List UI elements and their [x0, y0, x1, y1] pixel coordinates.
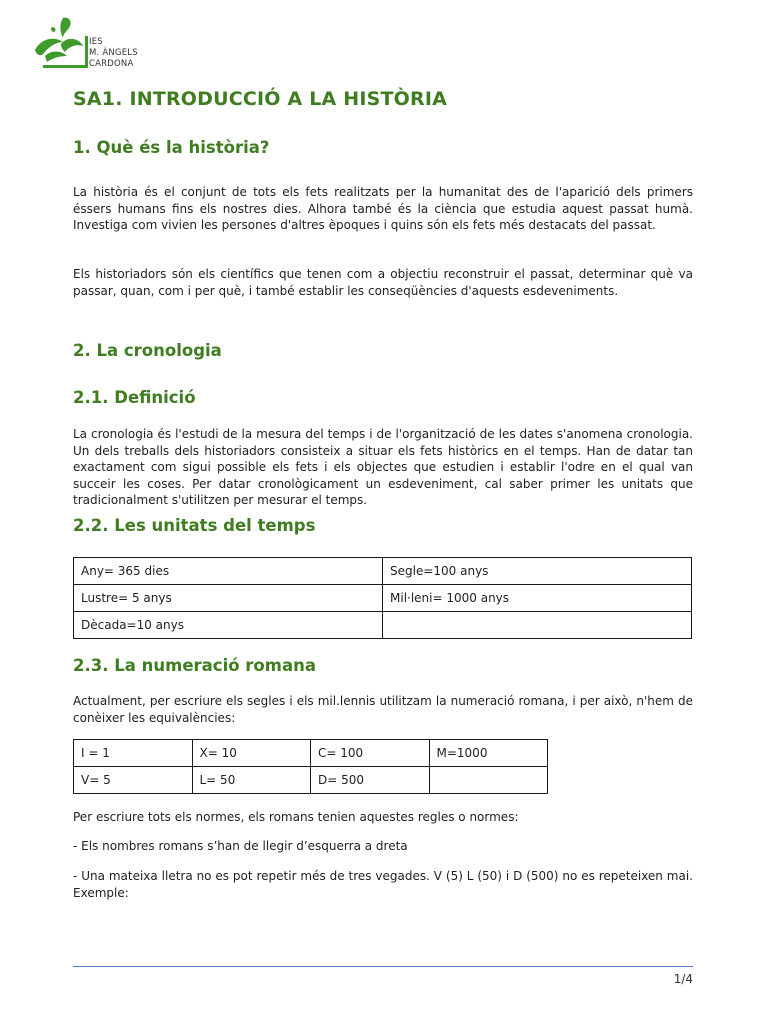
school-name: [89, 37, 138, 70]
section-1-heading: 1. Què és la història?: [73, 138, 270, 157]
section-2-3-paragraph-1: Actualment, per escriure els segles i els mil.lennis utilitzam la numeració romana, i per això, n'hem de conèixer les equivalències:: [73, 694, 693, 725]
footer-rule: [73, 966, 693, 967]
table-cell: X= 10: [192, 740, 311, 767]
table-cell: Lustre= 5 anys: [74, 585, 383, 612]
table-cell: Segle=100 anys: [383, 558, 692, 585]
section-1-paragraph-1: La història és el conjunt de tots els fets realitzats per la humanitat des de l'aparició dels primers éssers humans fins els nostres dies. Alhora també és la ciència que estudia aquest passat humà. Investiga com vivien les persones d'altres èpoques i quins són els fets més destacats del passat.: [73, 185, 693, 232]
section-2-1-paragraph: La cronologia és l'estudi de la mesura del temps i de l'organització de les dates s'anomena cronologia. Un dels treballs dels historiadors consisteix a situar els fets històrics en el temps. Han de datar tan exactament com sigui possible els fets i els objectes que estudien i establir l'odre en el qual van succeir les coses. Per datar cronològicament un esdeveniment, cal saber primer les unitats que tradicionalment s'utilitzen per mesurar el temps.: [73, 427, 693, 507]
table-row: [74, 585, 692, 612]
section-2-1-heading: 2.1. Definició: [73, 388, 196, 407]
section-2-3-heading: 2.3. La numeració romana: [73, 656, 316, 675]
table-cell: C= 100: [311, 740, 430, 767]
table-cell: Dècada=10 anys: [74, 612, 383, 639]
school-logo: [33, 16, 153, 70]
table-cell: V= 5: [74, 767, 193, 794]
school-name-line1: IES: [89, 37, 103, 47]
school-name-line3: CARDONA: [89, 59, 134, 69]
table-cell: Any= 365 dies: [74, 558, 383, 585]
table-row: [74, 558, 692, 585]
page-number: 1/4: [673, 972, 693, 986]
table-row: [74, 740, 548, 767]
section-2-heading: 2. La cronologia: [73, 341, 222, 360]
section-2-3-paragraph-2: Per escriure tots els normes, els romans tenien aquestes regles o normes:: [73, 810, 519, 824]
section-1-paragraph-2: Els historiadors són els científics que tenen com a objectiu reconstruir el passat, determinar què va passar, quan, com i per què, i també establir les conseqüències d'aquests esdeveniments.: [73, 267, 693, 298]
section-2-3-rule-1: - Els nombres romans s’han de llegir d’esquerra a dreta: [73, 839, 408, 853]
time-units-table: [73, 557, 692, 639]
table-cell: [429, 767, 548, 794]
table-cell: L= 50: [192, 767, 311, 794]
school-name-line2: M. ÀNGELS: [89, 48, 138, 58]
table-cell: Mil·leni= 1000 anys: [383, 585, 692, 612]
section-2-2-heading: 2.2. Les unitats del temps: [73, 516, 316, 535]
table-cell: D= 500: [311, 767, 430, 794]
table-cell: I = 1: [74, 740, 193, 767]
roman-numerals-table: [73, 739, 548, 794]
table-cell: [383, 612, 692, 639]
table-row: [74, 612, 692, 639]
document-title: SA1. INTRODUCCIÓ A LA HISTÒRIA: [73, 88, 447, 110]
leaf-logo-icon: [33, 16, 89, 70]
section-2-3-rule-2: - Una mateixa lletra no es pot repetir més de tres vegades. V (5) L (50) i D (500) no es repeteixen mai. Exemple:: [73, 869, 693, 900]
table-cell: M=1000: [429, 740, 548, 767]
table-row: [74, 767, 548, 794]
